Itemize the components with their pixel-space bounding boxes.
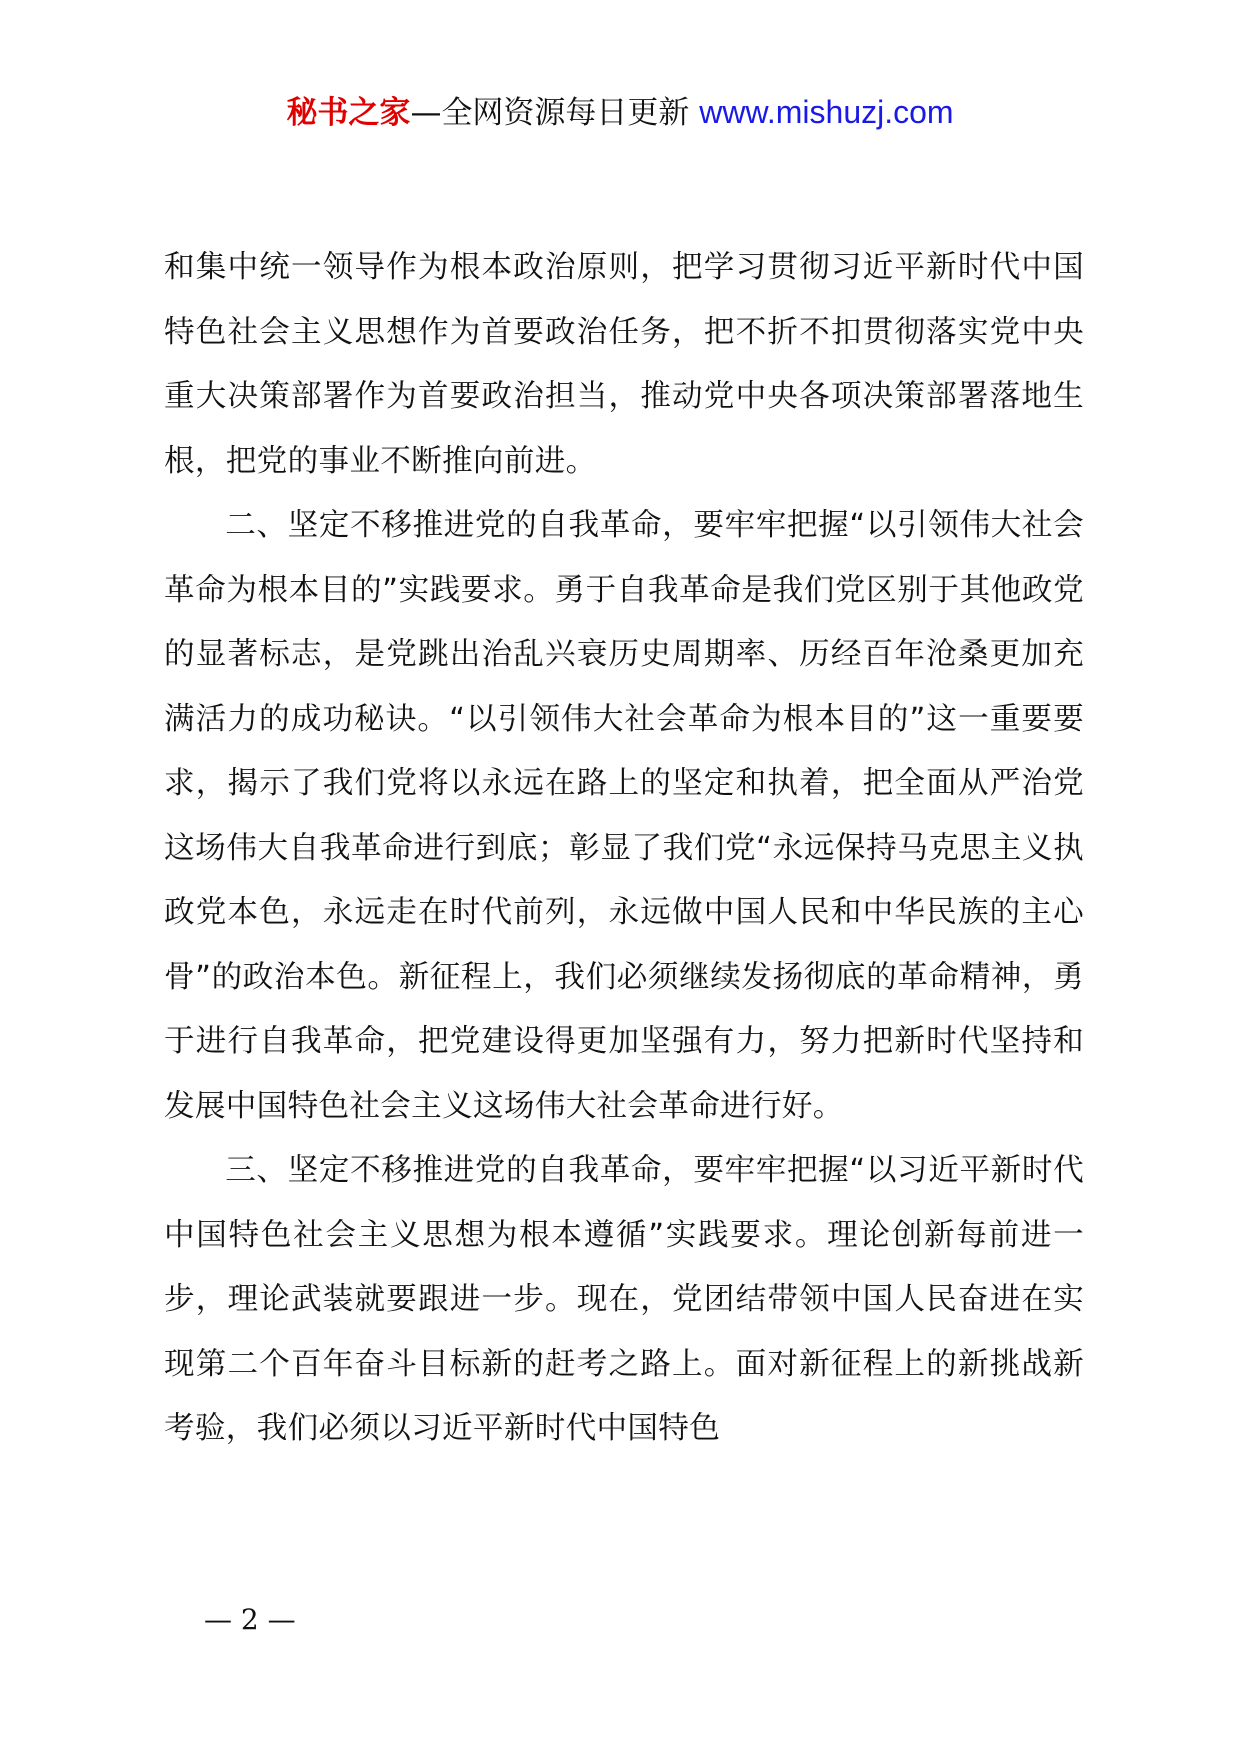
paragraph-continuation: 和集中统一领导作为根本政治原则，把学习贯彻习近平新时代中国特色社会主义思想作为首要政治任务，把不折不扣贯彻落实党中央重大决策部署作为首要政治担当，推动党中央各项决策部署落地生根，把党的事业不断推向前进。: [164, 250, 1084, 479]
document-body: [164, 236, 1084, 1462]
page-header: [0, 92, 1240, 133]
page-number: — 2 —: [204, 1603, 296, 1636]
paragraph-section-three: 三、坚定不移推进党的自我革命，要牢牢把握“以习近平新时代中国特色社会主义思想为根本遵循”实践要求。理论创新每前进一步，理论武装就要跟进一步。现在，党团结带领中国人民奋进在实现第二个百年奋斗目标新的赶考之路上。面对新征程上的新挑战新考验，我们必须以习近平新时代中国特色: [164, 1153, 1084, 1446]
site-url-link[interactable]: www.mishuzj.com: [699, 94, 954, 130]
brand-name: 秘书之家: [286, 95, 411, 131]
header-slogan: —全网资源每日更新: [410, 95, 700, 131]
paragraph-section-two: 二、坚定不移推进党的自我革命，要牢牢把握“以引领伟大社会革命为根本目的”实践要求。勇于自我革命是我们党区别于其他政党的显著标志，是党跳出治乱兴衰历史周期率、历经百年沧桑更加充满活力的成功秘诀。“以引领伟大社会革命为根本目的”这一重要要求，揭示了我们党将以永远在路上的坚定和执着，把全面从严治党这场伟大自我革命进行到底；彰显了我们党“永远保持马克思主义执政党本色，永远走在时代前列，永远做中国人民和中华民族的主心骨”的政治本色。新征程上，我们必须继续发扬彻底的革命精神，勇于进行自我革命，把党建设得更加坚强有力，努力把新时代坚持和发展中国特色社会主义这场伟大社会革命进行好。: [164, 508, 1084, 1124]
